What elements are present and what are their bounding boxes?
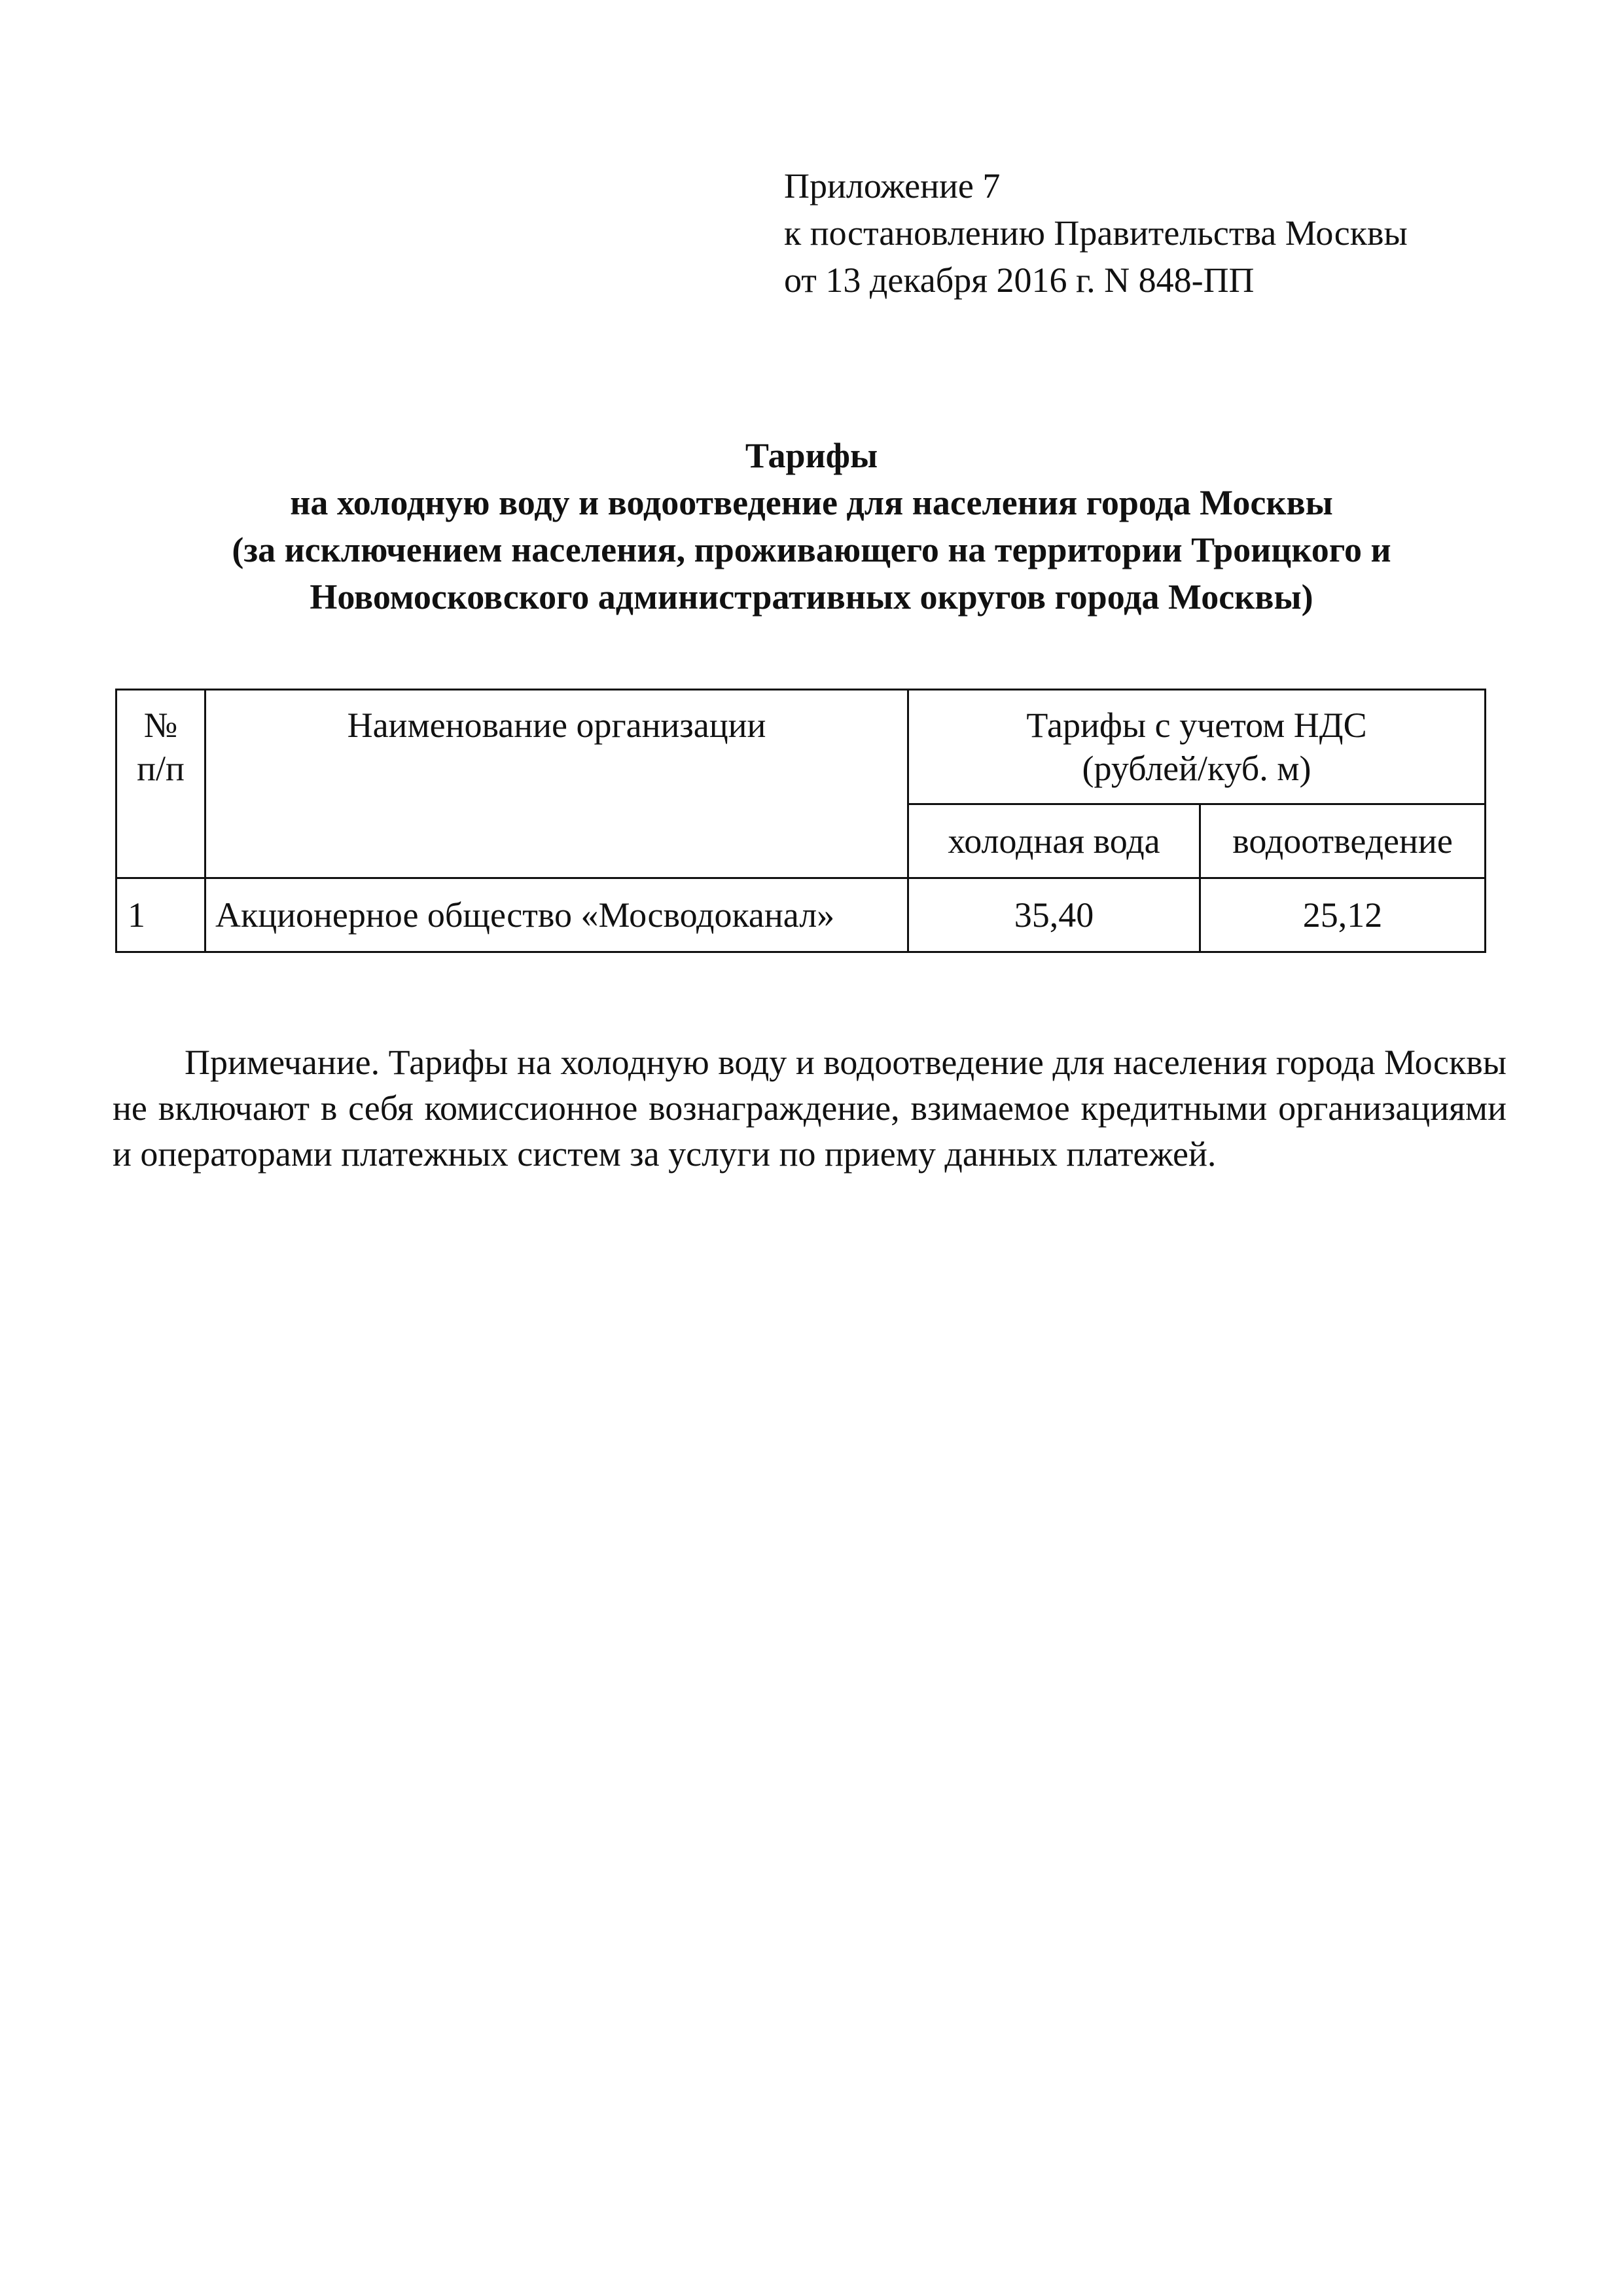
- header-number: [116, 690, 205, 878]
- header-tariffs-unit: (рублей/куб. м): [1082, 749, 1311, 788]
- appendix-reference: [784, 162, 1408, 304]
- title-line-4: Новомосковского административных округов города Москвы): [310, 577, 1313, 617]
- header-number-abbr: п/п: [137, 749, 185, 788]
- tariffs-table: [115, 689, 1486, 953]
- header-number-symbol: №: [143, 706, 178, 745]
- header-tariffs-title: Тарифы с учетом НДС: [1026, 706, 1367, 745]
- appendix-date: от 13 декабря 2016 г. N 848-ПП: [784, 260, 1255, 300]
- title-line-3: (за исключением населения, проживающего на территории Троицкого и: [232, 530, 1391, 569]
- header-tariffs: [908, 690, 1486, 804]
- document-title: [105, 432, 1518, 620]
- appendix-resolution: к постановлению Правительства Москвы: [784, 213, 1408, 253]
- appendix-number: Приложение 7: [784, 166, 1001, 206]
- header-drainage: водоотведение: [1200, 804, 1486, 878]
- header-cold-water: холодная вода: [908, 804, 1200, 878]
- row-number: 1: [116, 878, 205, 952]
- title-line-2: на холодную воду и водоотведение для населения города Москвы: [290, 483, 1333, 522]
- table-header-row: [116, 690, 1486, 804]
- row-cold-water: 35,40: [908, 878, 1200, 952]
- table-row: [116, 878, 1486, 952]
- row-drainage: 25,12: [1200, 878, 1486, 952]
- header-organization: Наименование организации: [205, 690, 908, 878]
- note-paragraph: Примечание. Тарифы на холодную воду и водоотведение для населения города Москвы не включают в себя комиссионное вознаграждение, взимаемое кредитными организациями и операторами платежных систем за услуги по приему данных платежей.: [113, 1043, 1507, 1174]
- row-organization: Акционерное общество «Мосводоканал»: [205, 878, 908, 952]
- title-line-1: Тарифы: [745, 436, 878, 475]
